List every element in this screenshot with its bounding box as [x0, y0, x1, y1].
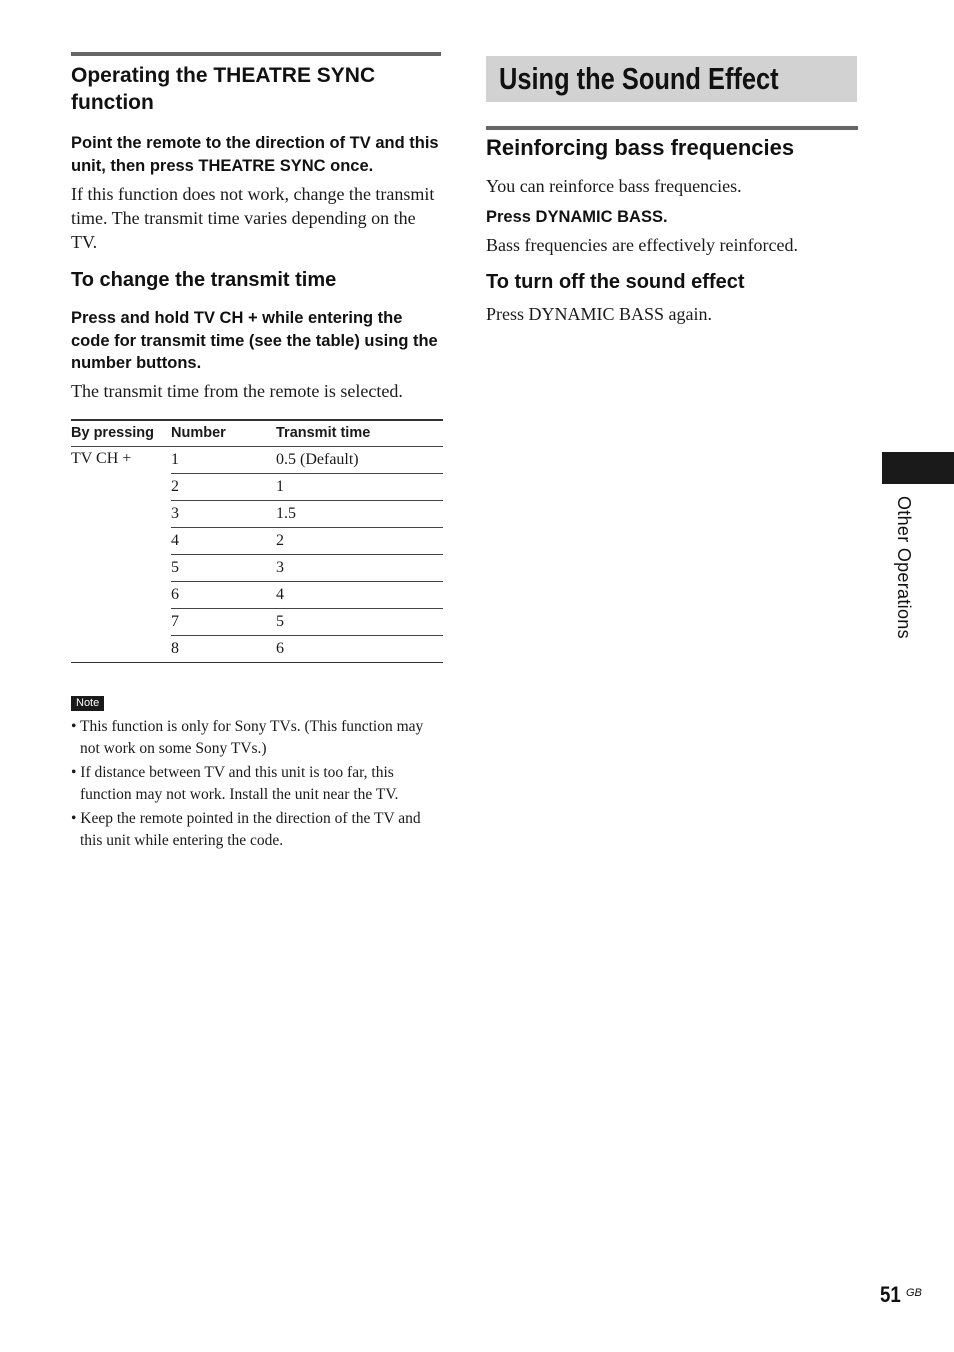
right-column [486, 126, 858, 326]
note-item: • If distance between TV and this unit is too far, this function may not work. Install the unit near the TV. [71, 763, 399, 803]
cell-time: 5 [276, 608, 443, 635]
page-title: Using the Sound Effect [499, 61, 779, 96]
left-column [71, 52, 443, 854]
transmit-time-table [71, 419, 443, 663]
page-number: 51 [880, 1282, 901, 1307]
cell-time: 0.5 (Default) [276, 446, 443, 473]
instruction-theatre-sync: Point the remote to the direction of TV and this unit, then press THEATRE SYNC once. [71, 134, 439, 175]
side-tab-label: Other Operations [894, 496, 914, 639]
note-item: • This function is only for Sony TVs. (This function may not work on some Sony TVs.) [71, 717, 424, 757]
table-header-row [71, 420, 443, 447]
cell-time: 3 [276, 554, 443, 581]
body-reinforcing-bass: You can reinforce bass frequencies. [486, 176, 742, 196]
instruction-transmit-time: Press and hold TV CH + while entering the code for transmit time (see the table) using the number buttons. [71, 309, 438, 372]
section-heading-reinforcing-bass: Reinforcing bass frequencies [486, 126, 858, 161]
header-transmit-time: Transmit time [276, 420, 443, 447]
cell-number: 7 [171, 608, 276, 635]
cell-number: 2 [171, 473, 276, 500]
body-transmit-time: The transmit time from the remote is selected. [71, 380, 403, 401]
header-number: Number [171, 420, 276, 447]
cell-number: 4 [171, 527, 276, 554]
table-row [71, 446, 443, 473]
page-title-box [486, 56, 857, 102]
note-block [71, 693, 443, 852]
note-item: • Keep the remote pointed in the direction of the TV and this unit while entering the code. [71, 809, 421, 849]
header-by-pressing: By pressing [71, 420, 171, 447]
cell-time: 6 [276, 639, 284, 657]
cell-number: 5 [171, 554, 276, 581]
cell-by-pressing: TV CH + [71, 449, 132, 467]
cell-time: 1.5 [276, 500, 443, 527]
body-theatre-sync: If this function does not work, change the transmit time. The transmit time varies depending on the TV. [71, 184, 435, 252]
cell-time: 1 [276, 473, 443, 500]
result-dynamic-bass: Bass frequencies are effectively reinforced. [486, 235, 799, 255]
instruction-dynamic-bass: Press DYNAMIC BASS. [486, 208, 668, 226]
side-tab-marker [882, 452, 954, 484]
note-label: Note [71, 696, 104, 711]
body-turn-off-sound-effect: Press DYNAMIC BASS again. [486, 304, 713, 324]
cell-number: 1 [171, 446, 276, 473]
cell-time: 2 [276, 527, 443, 554]
cell-number: 8 [171, 639, 179, 657]
cell-number: 3 [171, 500, 276, 527]
note-list [71, 716, 443, 852]
page-number-suffix: GB [906, 1287, 922, 1299]
subheading-change-transmit-time: To change the transmit time [71, 269, 337, 291]
section-heading-theatre-sync: Operating the THEATRE SYNC function [71, 52, 441, 116]
subheading-turn-off-sound-effect: To turn off the sound effect [486, 271, 745, 293]
cell-time: 4 [276, 581, 443, 608]
cell-number: 6 [171, 581, 276, 608]
